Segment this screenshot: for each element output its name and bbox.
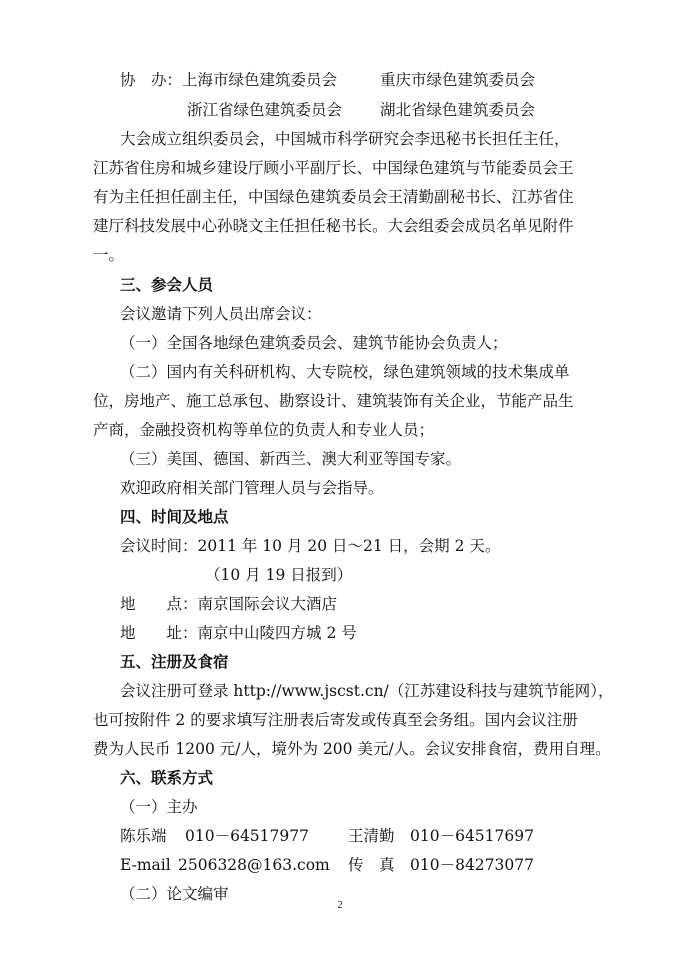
contact-name: 陈乐端: [120, 827, 167, 845]
committee-paragraph-line: 一。: [93, 246, 125, 264]
fax-value: 010－84273077: [410, 856, 534, 874]
committee-paragraph-line: 有为主任担任副主任，中国绿色建筑委员会王清勤副秘书长、江苏省住: [93, 188, 574, 206]
venue-value: 南京国际会议大酒店: [197, 595, 338, 613]
co-organizer: 重庆市绿色建筑委员会: [380, 71, 536, 89]
participants-item-1: （一）全国各地绿色建筑委员会、建筑节能协会负责人；: [120, 334, 508, 352]
contact-sub-paper-review: （二）论文编审: [120, 885, 229, 903]
contact-phone: 010－64517977: [185, 827, 309, 845]
participants-item-2-line: 位，房地产、施工总承包、勘察设计、建筑装饰有关企业，节能产品生: [93, 392, 574, 410]
committee-paragraph-line: 江苏省住房和城乡建设厅顾小平副厅长、中国绿色建筑与节能委员会王: [93, 159, 574, 177]
participants-item-3: （三）美国、德国、新西兰、澳大利亚等国专家。: [120, 450, 462, 468]
page-number: 2: [337, 900, 343, 911]
participants-welcome: 欢迎政府相关部门管理人员与会指导。: [120, 479, 384, 497]
section-heading-participants: 三、参会人员: [120, 275, 214, 294]
section-heading-contact: 六、联系方式: [120, 768, 214, 787]
committee-paragraph-line: 建厅科技发展中心孙晓文主任担任秘书长。大会组委会成员名单见附件: [93, 217, 574, 235]
committee-paragraph-line: 大会成立组织委员会，中国城市科学研究会李迅秘书长担任主任，: [120, 130, 570, 148]
venue-label: 地 点：: [120, 595, 198, 613]
address-value: 南京中山陵四方城 2 号: [197, 624, 357, 642]
section-heading-registration: 五、注册及食宿: [120, 652, 229, 671]
registration-line: 也可按附件 2 的要求填写注册表后寄发或传真至会务组。国内会议注册: [93, 711, 578, 729]
contact-phone: 010－64517697: [410, 827, 534, 845]
address-row: [120, 623, 357, 643]
venue-row: [120, 594, 337, 614]
meeting-time: 会议时间：2011 年 10 月 20 日～21 日，会期 2 天。: [120, 537, 501, 555]
participants-item-2-line: （二）国内有关科研机构、大专院校，绿色建筑领域的技术集成单: [120, 363, 570, 381]
contact-row-1: [120, 826, 167, 846]
address-label: 地 址：: [120, 624, 198, 642]
co-organizers-label: 协 办：: [120, 71, 183, 89]
co-organizer: 上海市绿色建筑委员会: [182, 71, 338, 89]
section-heading-time-place: 四、时间及地点: [120, 507, 229, 526]
contact-name: 王清勤: [348, 827, 395, 845]
participants-item-2-line: 产商，金融投资机构等单位的负责人和专业人员；: [93, 421, 435, 439]
co-organizer: 湖北省绿色建筑委员会: [380, 101, 536, 119]
co-organizers-row-1: [120, 70, 337, 90]
registration-line: 会议注册可登录 http://www.jscst.cn/（江苏建设科技与建筑节能网），: [120, 682, 614, 700]
fax-label: 传 真: [348, 856, 395, 874]
checkin-date: （10 月 19 日报到）: [205, 566, 353, 584]
participants-intro: 会议邀请下列人员出席会议：: [120, 305, 322, 323]
contact-sub-organizer: （一）主办: [120, 798, 198, 816]
email-value: 2506328@163.com: [178, 856, 330, 874]
email-label: E-mail: [120, 856, 171, 874]
registration-line: 费为人民币 1200 元/人，境外为 200 美元/人。会议安排食宿，费用自理。: [93, 740, 611, 758]
co-organizer: 浙江省绿色建筑委员会: [187, 101, 343, 119]
